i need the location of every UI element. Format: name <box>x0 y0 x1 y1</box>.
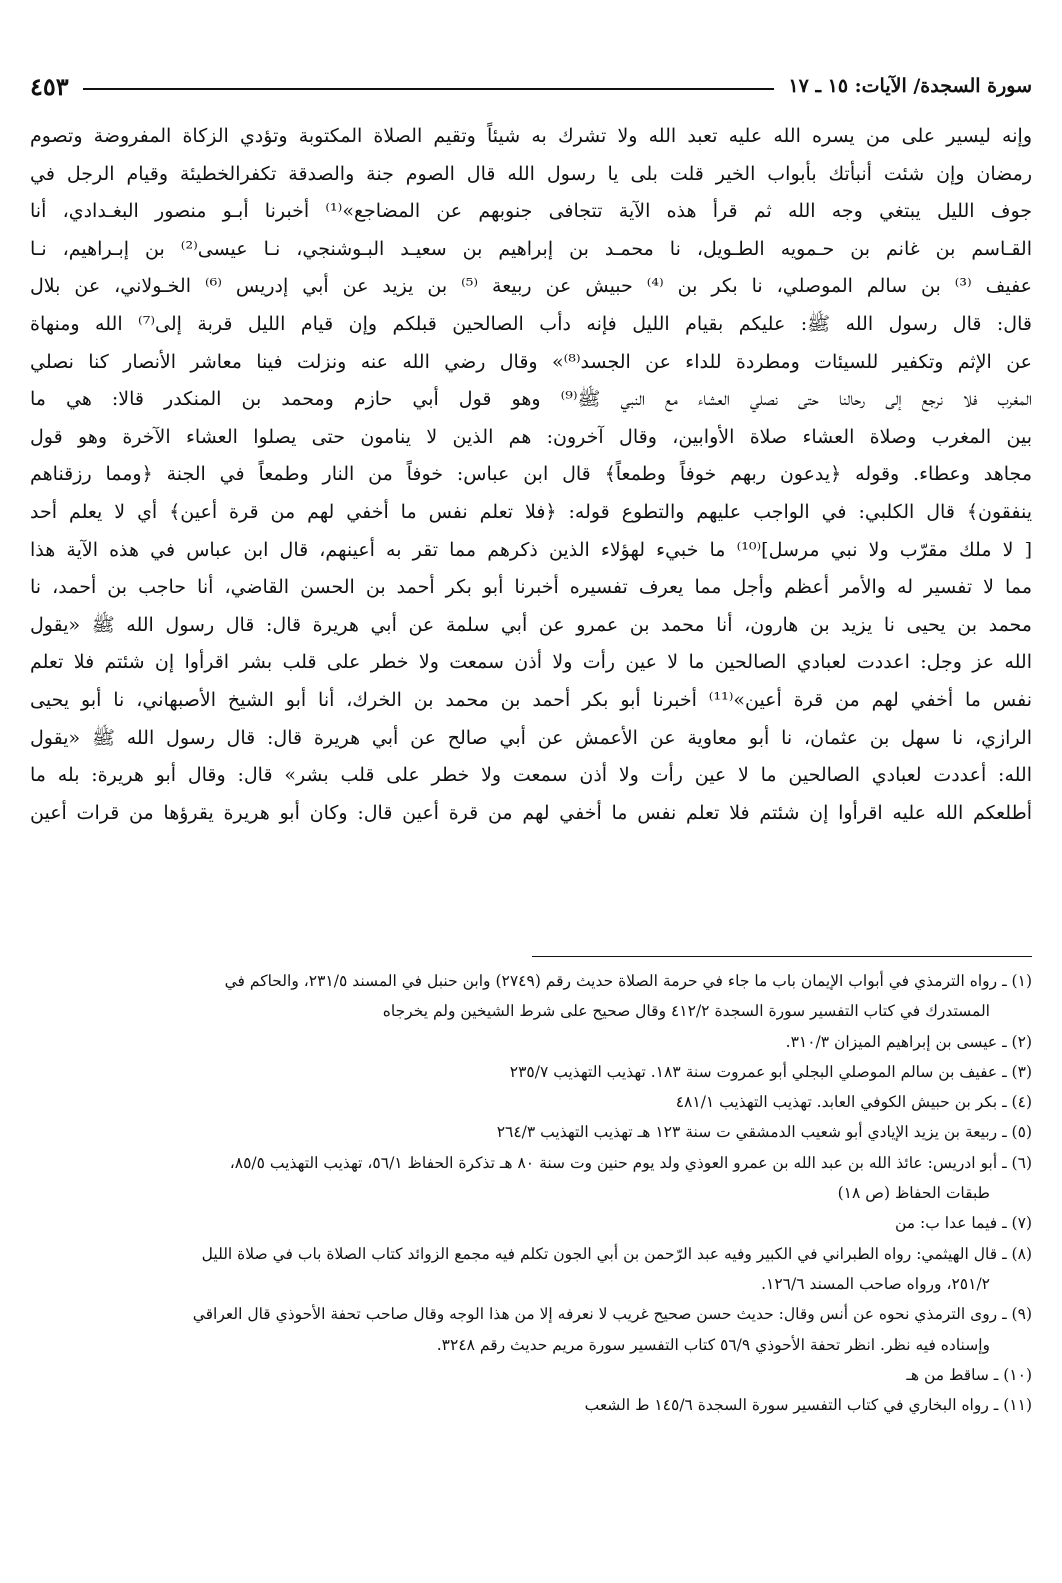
page-number: ٤٥٣ <box>30 71 69 101</box>
footnote-separator <box>532 956 1032 957</box>
body-line: عفيف ⁽³⁾ بن سالم الموصلي، نا بكر بن ⁽⁴⁾ حبيش عن ربيعة ⁽⁵⁾ بن يزيد عن أبي إدريس ⁽⁶⁾ الخـولاني، عن بلال <box>30 275 1032 298</box>
body-line: [ لا ملك مقرّب ولا نبي مرسل]⁽¹⁰⁾ ما خبيء لهؤلاء الذين ذكرهم مما تقر به أعينهم، قال ابن عباس في هذه الآية هذا <box>30 538 1032 561</box>
footnote-line: (١) ـ رواه الترمذي في أبواب الإيمان باب ما جاء في حرمة الصلاة حديث رقم (٢٧٤٩) وابن حنبل في المسند ٢٣١/٥، والحاكم في <box>224 972 1032 990</box>
footnote-line: (٥) ـ ربيعة بن يزيد الإيادي أبو شعيب الدمشقي ت سنة ١٢٣ هـ تهذيب التهذيب ٢٦٤/٣ <box>496 1123 1032 1142</box>
body-line: رمضان وإن شئت أنبأتك بأبواب الخير قلت بلى يا رسول الله قال الصوم جنة والصدقة تكفرالخطيئة وقيام الرجل في <box>30 162 1032 185</box>
body-line: عن الإثم وتكفير للسيئات ومطردة للداء عن الجسد⁽⁸⁾» وقال رضي الله عنه ونزلت فينا معاشر الأنصار كنا نصلي <box>30 350 1032 373</box>
body-line: وإنه ليسير على من يسره الله عليه تعبد الله ولا تشرك به شيئاً وتقيم الصلاة المكتوبة وتؤدي الزكاة المفروضة وتصوم <box>30 125 1032 147</box>
footnote-line: (١٠) ـ ساقط من هـ <box>906 1365 1032 1384</box>
footnote-line: وإسناده فيه نظر. انظر تحفة الأحوذي ٥٦/٩ كتاب التفسير سورة مريم حديث رقم ٣٢٤٨. <box>436 1335 990 1354</box>
body-line: أطلعكم الله عليه اقرأوا إن شئتم فلا تعلم نفس ما أخفي لهم من قرة أعين قال: وكان أبو هريرة يقرؤها من قرات أعين <box>30 801 1032 824</box>
footnote-line: (٨) ـ قال الهيثمي: رواه الطبراني في الكبير وفيه عبد الرّحمن بن أبي الجون تكلم فيه مجمع الزوائد كتاب الصلاة باب في صلاة الليل <box>201 1244 1032 1263</box>
footnote-line: طبقات الحفاظ (ص ١٨) <box>837 1184 990 1203</box>
body-line: الله عز وجل: اعددت لعبادي الصالحين ما لا عين رأت ولا أذن سمعت ولا خطر على قلب بشر اقرأوا إن شئتم فلا تعلم <box>30 651 1032 674</box>
footnote-line: (٤) ـ بكر بن حبيش الكوفي العابد. تهذيب التهذيب ٤٨١/١ <box>675 1093 1032 1112</box>
running-header <box>30 66 1032 106</box>
footnote-line: (١١) ـ رواه البخاري في كتاب التفسير سورة السجدة ١٤٥/٦ ط الشعب <box>584 1396 1032 1415</box>
footnote-line: المستدرك في كتاب التفسير سورة السجدة ٤١٢/٢ وقال صحيح على شرط الشيخين ولم يخرجاه <box>382 1002 990 1021</box>
footnote-line: (٦) ـ أبو ادريس: عائذ الله بن عبد الله بن عمرو العوذي ولد يوم حنين وت سنة ٨٠ هـ تذكرة الحفاظ ٥٦/١، تهذيب التهذيب ٨٥/٥، <box>229 1153 1032 1172</box>
body-line: ينفقون﴾ قال الكلبي: في الواجب عليهم والتطوع قوله: ﴿فلا تعلم نفس ما أخفي لهم من قرة أعين﴾ أي لا يعلم أحد <box>30 500 1032 523</box>
body-line: بين المغرب وصلاة العشاء صلاة الأوابين، وقال آخرون: هم الذين لا ينامون حتى يصلوا العشاء الآخرة وهو قول <box>30 425 1032 448</box>
body-line: مما لا تفسير له والأمر أعظم وأجل مما يعرف تفسيره أخبرنا أبو بكر أحمد بن الحسن القاضي، أنا حاجب بن أحمد، نا <box>30 576 1032 599</box>
body-line: الله: أعددت لعبادي الصالحين ما لا عين رأت ولا أذن سمعت ولا خطر على قلب بشر» قال: وقال أبو هريرة: بله ما <box>30 764 1032 787</box>
body-line: القـاسم بن غانم بن حـمويه الطـويل، نا محمـد بن إبراهيم بن سعيـد البـوشنجي، نـا عيسى⁽²⁾ بن إبـراهيم، نـا <box>30 237 1032 260</box>
body-line: محمد بن يحيى نا يزيد بن هارون، أنا محمد بن عمرو عن أبي سلمة عن أبي هريرة قال: قال رسول الله ﷺ «يقول <box>30 613 1032 636</box>
footnote-line: (٢) ـ عيسى بن إبراهيم الميزان ٣١٠/٣. <box>785 1032 1032 1051</box>
body-line: الرازي، نا سهل بن عثمان، نا أبو معاوية عن الأعمش عن أبي صالح عن أبي هريرة قال: قال رسول الله ﷺ «يقول <box>30 726 1032 749</box>
body-line: نفس ما أخفي لهم من قرة أعين»⁽¹¹⁾ أخبرنا أبو بكر أحمد بن محمد بن الخرك، أنا أبو الشيخ الأصبهاني، نا أبو يحيى <box>30 688 1032 711</box>
body-line: مجاهد وعطاء. وقوله ﴿يدعون ربهم خوفاً وطمعاً﴾ قال ابن عباس: خوفاً من النار وطمعاً في الجنة ﴿ومما رزقناهم <box>30 463 1032 486</box>
body-line: جوف الليل يبتغي وجه الله ثم قرأ هذه الآية تتجافى جنوبهم عن المضاجع»⁽¹⁾ أخبرنا أبـو منصور البغـدادي، أنا <box>30 200 1032 223</box>
header-rule <box>83 88 775 90</box>
body-line: قال: قال رسول الله ﷺ: عليكم بقيام الليل فإنه دأب الصالحين قبلكم وإن قيام الليل قربة إلى⁽⁷⁾ الله ومنهاة <box>30 312 1032 335</box>
footnote-line: (٩) ـ روى الترمذي نحوه عن أنس وقال: حديث حسن صحيح غريب لا نعرفه إلا من هذا الوجه وقال صاحب تحفة الأحوذي قال العراقي <box>192 1305 1032 1324</box>
footnotes <box>30 966 1032 1420</box>
surah-title: سورة السجدة/ الآيات: ١٥ ـ ١٧ <box>788 75 1032 97</box>
body-line: المغرب فلا نرجع إلى رحالنا حتى نصلي العشاء مع النبي ﷺ⁽⁹⁾ وهو قول أبي حازم ومحمد بن المنكدر قالا: هي ما <box>30 388 1032 411</box>
footnote-line: ٢٥١/٢، ورواه صاحب المسند ١٢٦/٦. <box>761 1274 990 1293</box>
footnote-line: (٧) ـ فيما عدا ب: من <box>895 1214 1032 1233</box>
footnote-line: (٣) ـ عفيف بن سالم الموصلي البجلي أبو عمروت سنة ١٨٣. تهذيب التهذيب ٢٣٥/٧ <box>509 1062 1032 1081</box>
body-text <box>30 118 1032 938</box>
